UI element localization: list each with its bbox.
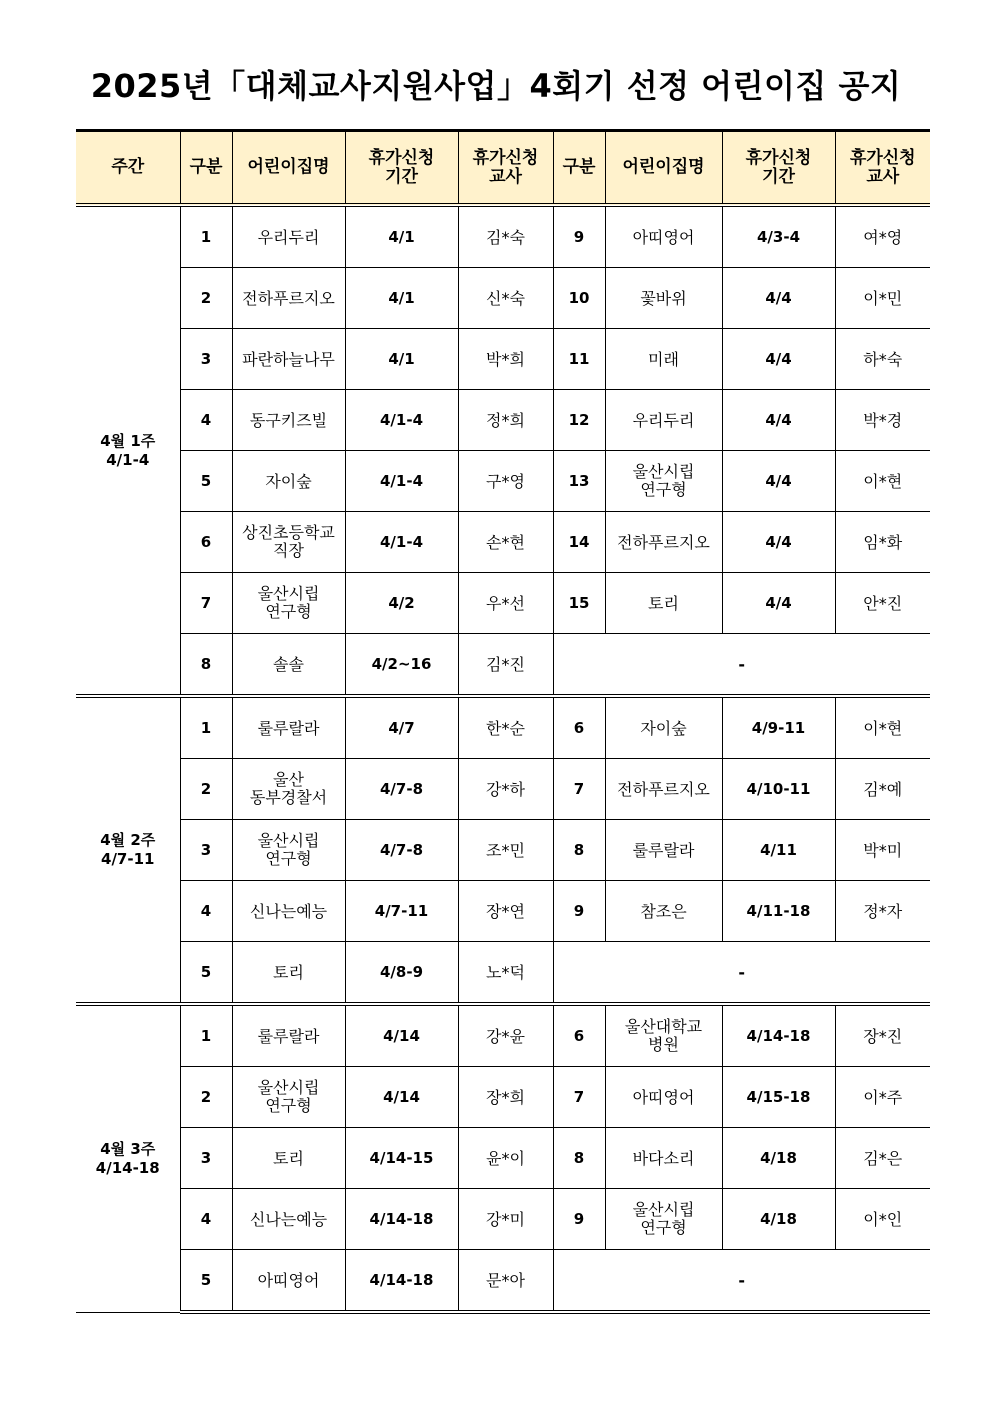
leave-period: 4/1-4 <box>345 390 458 451</box>
leave-period: 4/4 <box>722 329 835 390</box>
daycare-name: 전하푸르지오 <box>232 268 345 329</box>
daycare-name: 자이숲 <box>232 451 345 512</box>
row-number: 6 <box>553 696 605 759</box>
row-number: 15 <box>553 573 605 634</box>
empty-cell: - <box>553 942 930 1005</box>
table-row <box>76 1128 930 1189</box>
leave-period: 4/18 <box>722 1128 835 1189</box>
leave-teacher: 강*윤 <box>458 1004 553 1067</box>
leave-period: 4/14 <box>345 1067 458 1128</box>
leave-teacher: 신*숙 <box>458 268 553 329</box>
leave-period: 4/2~16 <box>345 634 458 697</box>
table-header <box>76 131 930 206</box>
header-name: 어린이집명 <box>232 131 345 206</box>
row-number: 8 <box>553 820 605 881</box>
leave-period: 4/1 <box>345 268 458 329</box>
table-row <box>76 634 930 697</box>
daycare-name: 꽃바위 <box>605 268 722 329</box>
row-number: 11 <box>553 329 605 390</box>
header-name: 어린이집명 <box>605 131 722 206</box>
table-row <box>76 1004 930 1067</box>
week-label: 4월 3주 <box>100 1139 156 1158</box>
leave-period: 4/4 <box>722 573 835 634</box>
table-row <box>76 759 930 820</box>
row-number: 1 <box>180 205 232 268</box>
daycare-name-line: 울산시립 <box>632 462 695 481</box>
leave-teacher: 한*순 <box>458 696 553 759</box>
leave-teacher: 장*연 <box>458 881 553 942</box>
header-period: 휴가신청 기간 <box>345 131 458 206</box>
row-number: 10 <box>553 268 605 329</box>
row-number: 2 <box>180 268 232 329</box>
daycare-name <box>232 759 345 820</box>
daycare-name: 동구키즈빌 <box>232 390 345 451</box>
row-number: 8 <box>180 634 232 697</box>
daycare-name <box>232 573 345 634</box>
leave-period: 4/1-4 <box>345 512 458 573</box>
leave-period: 4/1 <box>345 329 458 390</box>
leave-period: 4/7 <box>345 696 458 759</box>
daycare-name <box>605 451 722 512</box>
table-row <box>76 573 930 634</box>
leave-period: 4/18 <box>722 1189 835 1250</box>
daycare-name: 미래 <box>605 329 722 390</box>
leave-period: 4/11 <box>722 820 835 881</box>
table-row <box>76 1250 930 1313</box>
leave-period: 4/14-18 <box>345 1189 458 1250</box>
header-no: 구분 <box>553 131 605 206</box>
leave-period: 4/7-8 <box>345 820 458 881</box>
daycare-name-line: 연구형 <box>265 1096 312 1115</box>
leave-teacher: 이*민 <box>835 268 930 329</box>
leave-teacher: 장*진 <box>835 1004 930 1067</box>
daycare-name: 룰루랄라 <box>232 1004 345 1067</box>
daycare-name <box>232 1067 345 1128</box>
header-teacher: 휴가신청 교사 <box>835 131 930 206</box>
table-row <box>76 268 930 329</box>
leave-teacher: 우*선 <box>458 573 553 634</box>
daycare-name-line: 연구형 <box>265 849 312 868</box>
header-week: 주간 <box>76 131 180 206</box>
row-number: 6 <box>180 512 232 573</box>
daycare-name: 신나는예능 <box>232 1189 345 1250</box>
leave-teacher: 김*진 <box>458 634 553 697</box>
row-number: 13 <box>553 451 605 512</box>
daycare-name: 룰루랄라 <box>232 696 345 759</box>
leave-teacher: 문*아 <box>458 1250 553 1313</box>
leave-teacher: 강*하 <box>458 759 553 820</box>
leave-teacher: 정*자 <box>835 881 930 942</box>
daycare-name-line: 직장 <box>273 541 304 560</box>
row-number: 4 <box>180 1189 232 1250</box>
row-number: 6 <box>553 1004 605 1067</box>
daycare-name: 참조은 <box>605 881 722 942</box>
leave-period: 4/4 <box>722 512 835 573</box>
daycare-name: 우리두리 <box>232 205 345 268</box>
leave-period: 4/7-11 <box>345 881 458 942</box>
daycare-name: 자이숲 <box>605 696 722 759</box>
leave-teacher: 하*숙 <box>835 329 930 390</box>
leave-teacher: 조*민 <box>458 820 553 881</box>
daycare-name: 아띠영어 <box>232 1250 345 1313</box>
row-number: 3 <box>180 820 232 881</box>
row-number: 8 <box>553 1128 605 1189</box>
leave-period: 4/14-15 <box>345 1128 458 1189</box>
leave-period: 4/9-11 <box>722 696 835 759</box>
leave-teacher: 노*덕 <box>458 942 553 1005</box>
week-range: 4/14-18 <box>95 1158 160 1177</box>
row-number: 5 <box>180 1250 232 1313</box>
daycare-name-line: 병원 <box>648 1035 679 1054</box>
leave-teacher: 장*희 <box>458 1067 553 1128</box>
leave-teacher: 이*현 <box>835 696 930 759</box>
leave-teacher: 윤*이 <box>458 1128 553 1189</box>
daycare-name: 전하푸르지오 <box>605 512 722 573</box>
leave-period: 4/11-18 <box>722 881 835 942</box>
row-number: 7 <box>553 759 605 820</box>
row-number: 14 <box>553 512 605 573</box>
leave-period: 4/1 <box>345 205 458 268</box>
leave-teacher: 이*주 <box>835 1067 930 1128</box>
selection-table <box>76 129 930 1314</box>
leave-teacher: 이*현 <box>835 451 930 512</box>
leave-period: 4/8-9 <box>345 942 458 1005</box>
daycare-name <box>232 512 345 573</box>
row-number: 12 <box>553 390 605 451</box>
row-number: 9 <box>553 1189 605 1250</box>
leave-teacher: 강*미 <box>458 1189 553 1250</box>
daycare-name <box>605 1004 722 1067</box>
row-number: 7 <box>553 1067 605 1128</box>
leave-period: 4/14 <box>345 1004 458 1067</box>
table-row <box>76 942 930 1005</box>
leave-period: 4/3-4 <box>722 205 835 268</box>
row-number: 4 <box>180 881 232 942</box>
week-range: 4/1-4 <box>106 450 150 469</box>
daycare-name <box>605 1189 722 1250</box>
header-no: 구분 <box>180 131 232 206</box>
daycare-name: 파란하늘나무 <box>232 329 345 390</box>
leave-teacher: 박*미 <box>835 820 930 881</box>
leave-teacher: 여*영 <box>835 205 930 268</box>
leave-teacher: 박*희 <box>458 329 553 390</box>
daycare-name: 토리 <box>605 573 722 634</box>
daycare-name: 토리 <box>232 942 345 1005</box>
week-cell <box>76 1004 180 1312</box>
page-title: 2025년「대체교사지원사업」4회기 선정 어린이집 공지 <box>90 67 902 105</box>
daycare-name-line: 연구형 <box>640 1218 687 1237</box>
table-row <box>76 451 930 512</box>
leave-period: 4/4 <box>722 390 835 451</box>
leave-teacher: 정*희 <box>458 390 553 451</box>
leave-period: 4/1-4 <box>345 451 458 512</box>
leave-teacher: 안*진 <box>835 573 930 634</box>
table-row <box>76 390 930 451</box>
row-number: 2 <box>180 759 232 820</box>
table-row <box>76 205 930 268</box>
daycare-name <box>232 820 345 881</box>
leave-period: 4/2 <box>345 573 458 634</box>
leave-teacher: 이*인 <box>835 1189 930 1250</box>
leave-period: 4/15-18 <box>722 1067 835 1128</box>
leave-teacher: 김*숙 <box>458 205 553 268</box>
table-row <box>76 696 930 759</box>
daycare-name-line: 울산시립 <box>257 1078 320 1097</box>
row-number: 4 <box>180 390 232 451</box>
row-number: 3 <box>180 329 232 390</box>
daycare-name: 전하푸르지오 <box>605 759 722 820</box>
daycare-name-line: 울산시립 <box>632 1200 695 1219</box>
leave-period: 4/10-11 <box>722 759 835 820</box>
week-section <box>76 1004 930 1312</box>
table-row <box>76 512 930 573</box>
week-section <box>76 696 930 1004</box>
leave-teacher: 김*은 <box>835 1128 930 1189</box>
daycare-name: 신나는예능 <box>232 881 345 942</box>
leave-teacher: 박*경 <box>835 390 930 451</box>
row-number: 5 <box>180 451 232 512</box>
week-cell <box>76 696 180 1004</box>
leave-teacher: 손*현 <box>458 512 553 573</box>
table-row <box>76 1067 930 1128</box>
table-row <box>76 820 930 881</box>
header-teacher: 휴가신청 교사 <box>458 131 553 206</box>
empty-cell: - <box>553 634 930 697</box>
leave-period: 4/4 <box>722 451 835 512</box>
leave-teacher: 구*영 <box>458 451 553 512</box>
leave-period: 4/14-18 <box>722 1004 835 1067</box>
week-cell <box>76 205 180 696</box>
week-label: 4월 2주 <box>100 831 156 849</box>
daycare-name-line: 울산시립 <box>257 831 320 850</box>
empty-cell: - <box>553 1250 930 1313</box>
daycare-name-line: 연구형 <box>265 602 312 621</box>
leave-period: 4/7-8 <box>345 759 458 820</box>
leave-teacher: 임*화 <box>835 512 930 573</box>
row-number: 3 <box>180 1128 232 1189</box>
daycare-name-line: 울산대학교 <box>624 1017 703 1036</box>
daycare-name: 룰루랄라 <box>605 820 722 881</box>
daycare-name-line: 울산시립 <box>257 584 320 603</box>
row-number: 9 <box>553 881 605 942</box>
week-range: 4/7-11 <box>101 850 155 868</box>
daycare-name: 아띠영어 <box>605 205 722 268</box>
table-row <box>76 1189 930 1250</box>
header-period: 휴가신청 기간 <box>722 131 835 206</box>
daycare-name-line: 울산 <box>273 770 304 789</box>
daycare-name: 아띠영어 <box>605 1067 722 1128</box>
week-section <box>76 205 930 696</box>
row-number: 1 <box>180 1004 232 1067</box>
row-number: 2 <box>180 1067 232 1128</box>
table-row <box>76 881 930 942</box>
week-label: 4월 1주 <box>100 431 156 450</box>
row-number: 5 <box>180 942 232 1005</box>
daycare-name-line: 동부경찰서 <box>249 788 328 807</box>
daycare-name-line: 상진초등학교 <box>242 523 335 542</box>
row-number: 7 <box>180 573 232 634</box>
daycare-name-line: 연구형 <box>640 480 687 499</box>
daycare-name: 바다소리 <box>605 1128 722 1189</box>
leave-period: 4/14-18 <box>345 1250 458 1313</box>
table-row <box>76 329 930 390</box>
daycare-name: 솔솔 <box>232 634 345 697</box>
row-number: 1 <box>180 696 232 759</box>
daycare-name: 우리두리 <box>605 390 722 451</box>
leave-teacher: 김*예 <box>835 759 930 820</box>
leave-period: 4/4 <box>722 268 835 329</box>
daycare-name: 토리 <box>232 1128 345 1189</box>
row-number: 9 <box>553 205 605 268</box>
